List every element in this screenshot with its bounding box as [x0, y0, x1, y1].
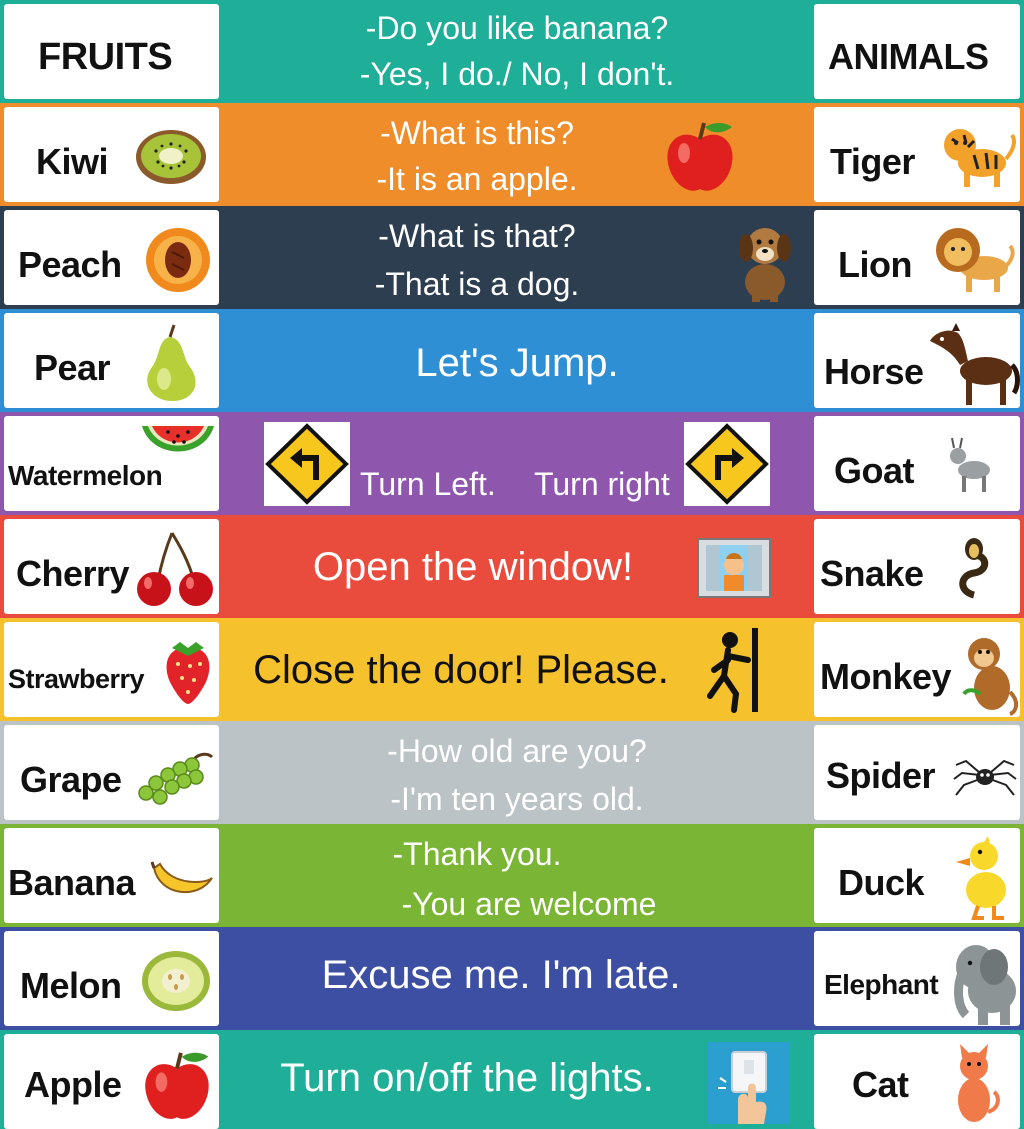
board-row	[0, 824, 1024, 927]
watermelon-icon	[138, 420, 218, 464]
phrase-line: Turn right	[534, 466, 670, 502]
animal-cell	[814, 622, 1020, 717]
animal-label: Monkey	[820, 656, 952, 697]
animal-label: Elephant	[824, 969, 939, 1000]
elephant-icon	[948, 937, 1020, 1026]
animal-cell	[814, 931, 1020, 1026]
phrase-line: -That is a dog.	[374, 266, 580, 302]
animal-cell	[814, 416, 1020, 511]
fruit-label: Peach	[18, 244, 122, 285]
snake-icon	[954, 535, 994, 599]
phrase-panel	[220, 618, 814, 721]
fruit-label: Melon	[20, 965, 122, 1006]
animal-cell	[814, 210, 1020, 305]
phrase-panel	[220, 103, 814, 206]
animal-label: Goat	[834, 450, 915, 491]
board-row	[0, 103, 1024, 206]
phrase-panel	[220, 721, 814, 824]
fruit-cell	[4, 725, 219, 820]
light-switch	[708, 1042, 790, 1124]
animal-label: Cat	[852, 1064, 909, 1105]
phrase-line: -Do you like banana?	[365, 10, 669, 46]
turn-left-sign-icon	[264, 422, 350, 506]
fruit-label: Strawberry	[8, 664, 145, 694]
board-row	[0, 515, 1024, 618]
phrase-line: -You are welcome	[401, 886, 657, 922]
phrase-line: -Yes, I do./ No, I don't.	[359, 56, 675, 92]
phrase-panel	[220, 206, 814, 309]
phrase-line: -I'm ten years old.	[390, 781, 644, 817]
fruit-label: Apple	[24, 1064, 122, 1105]
fruits-header-cell	[4, 4, 219, 99]
melon-icon	[140, 947, 212, 1015]
animal-cell	[814, 519, 1020, 614]
phrase-panel	[220, 412, 814, 515]
animal-cell	[814, 725, 1020, 820]
phrase-line: Turn on/off the lights.	[280, 1056, 654, 1100]
fruit-label: Banana	[8, 862, 136, 903]
animals-header: ANIMALS	[828, 36, 989, 77]
animal-cell	[814, 828, 1020, 923]
dog-icon	[732, 220, 798, 302]
apple-icon	[660, 117, 740, 197]
phrase-line: -Thank you.	[392, 836, 562, 872]
board-row	[0, 927, 1024, 1030]
door-icon	[698, 624, 770, 714]
board-row	[0, 309, 1024, 412]
fruit-label: Grape	[20, 759, 122, 800]
animal-cell	[814, 313, 1020, 408]
board-row	[0, 412, 1024, 515]
phrase-panel	[220, 927, 814, 1030]
phrase-panel	[220, 0, 814, 103]
turn-left-sign	[264, 422, 350, 506]
duck-icon	[954, 834, 1014, 922]
phrase-line: Close the door! Please.	[253, 648, 669, 692]
board-row	[0, 721, 1024, 824]
animal-label: Tiger	[830, 141, 915, 182]
board-row	[0, 0, 1024, 103]
phrase-line: -It is an apple.	[376, 161, 578, 197]
animal-label: Duck	[838, 862, 925, 903]
phrase-panel	[220, 1030, 814, 1129]
pear-icon	[136, 323, 206, 403]
fruit-label: Kiwi	[36, 141, 109, 182]
animal-cell	[814, 107, 1020, 202]
fruit-cell	[4, 313, 219, 408]
horse-icon	[926, 321, 1020, 407]
tiger-icon	[938, 119, 1018, 191]
lion-icon	[932, 222, 1016, 296]
phrase-line: -What is that?	[378, 218, 576, 254]
turn-right-sign-icon	[684, 422, 770, 506]
spider-icon	[952, 751, 1018, 801]
grape-icon	[134, 749, 216, 809]
animal-label: Horse	[824, 351, 924, 392]
phrase-panel	[220, 824, 814, 927]
fruits-header: FRUITS	[38, 36, 173, 78]
phrase-line: Excuse me. I'm late.	[321, 953, 681, 997]
fruit-label: Watermelon	[8, 460, 163, 491]
board-row	[0, 618, 1024, 721]
phrase-line: -What is this?	[380, 115, 574, 151]
monkey-icon	[954, 632, 1020, 716]
fruit-label: Cherry	[16, 553, 130, 594]
fruit-label: Pear	[34, 347, 111, 388]
light-switch-icon	[708, 1042, 790, 1124]
goat-icon	[944, 436, 996, 496]
turn-right-sign	[684, 422, 770, 506]
animal-label: Snake	[820, 553, 924, 594]
phrase-line: -How old are you?	[387, 733, 647, 769]
phrase-line: Let's Jump.	[415, 341, 619, 385]
animal-cell	[814, 1034, 1020, 1129]
fruit-cell	[4, 931, 219, 1026]
window-icon	[696, 537, 772, 599]
phrase-line: Open the window!	[312, 545, 634, 589]
fruit-cell	[4, 416, 219, 511]
board-row	[0, 206, 1024, 309]
phrase-line: Turn Left.	[360, 466, 496, 502]
animal-label: Lion	[838, 244, 912, 285]
animal-label: Spider	[826, 755, 936, 796]
board-row	[0, 1030, 1024, 1129]
phrase-panel	[220, 515, 814, 618]
cat-icon	[944, 1042, 1004, 1128]
animals-header-cell	[814, 4, 1020, 99]
phrase-panel	[220, 309, 814, 412]
